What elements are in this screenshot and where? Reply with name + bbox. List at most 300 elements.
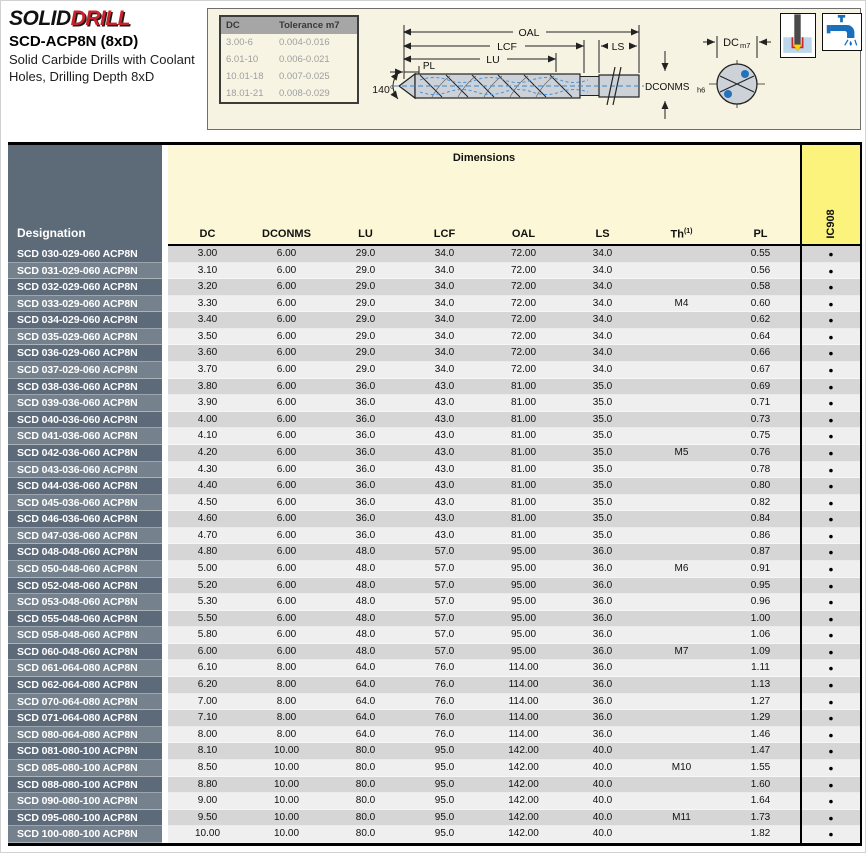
value-cell-dc: 7.10 [168, 710, 247, 727]
value-cell-dconms: 6.00 [247, 544, 326, 561]
value-cell-dc: 5.50 [168, 611, 247, 628]
tolerance-row [221, 85, 357, 102]
value-cell-lu: 36.0 [326, 395, 405, 412]
designation-cell: SCD 037-029-060 ACP8N [8, 362, 162, 379]
value-cell-lcf: 95.0 [405, 826, 484, 843]
value-cell-lu: 48.0 [326, 594, 405, 611]
value-cell-dc: 7.00 [168, 694, 247, 711]
table-row [8, 627, 862, 644]
value-cell-pl: 1.47 [721, 743, 800, 760]
value-cell-pl: 0.82 [721, 495, 800, 512]
designation-cell: SCD 095-080-100 ACP8N [8, 810, 162, 827]
value-cell-pl: 1.29 [721, 710, 800, 727]
value-cell-ls: 36.0 [563, 694, 642, 711]
value-cell-th [642, 263, 721, 280]
grade-dot-cell: ● [800, 296, 862, 313]
value-cell-ls: 36.0 [563, 644, 642, 661]
value-cell-oal: 142.00 [484, 743, 563, 760]
label-dconms: DCONMS [645, 82, 690, 93]
designation-cell: SCD 039-036-060 ACP8N [8, 395, 162, 412]
tolerance-cell: 0.008-0.029 [279, 88, 330, 99]
value-cell-lu: 64.0 [326, 694, 405, 711]
value-cell-lcf: 95.0 [405, 777, 484, 794]
value-cell-lu: 36.0 [326, 495, 405, 512]
value-cell-lu: 48.0 [326, 644, 405, 661]
value-cell-pl: 1.09 [721, 644, 800, 661]
value-cell-oal: 114.00 [484, 727, 563, 744]
subtitle-line1: Solid Carbide Drills with Coolant [9, 52, 195, 67]
value-cell-lu: 36.0 [326, 528, 405, 545]
grade-dot-cell: ● [800, 710, 862, 727]
value-cell-oal: 81.00 [484, 428, 563, 445]
value-cell-oal: 81.00 [484, 528, 563, 545]
table-row [8, 826, 862, 843]
subtitle-line2: Holes, Drilling Depth 8xD [9, 69, 155, 85]
value-cell-pl: 1.82 [721, 826, 800, 843]
value-cell-th: M10 [642, 760, 721, 777]
value-cell-dconms: 6.00 [247, 594, 326, 611]
value-cell-th [642, 462, 721, 479]
tolerance-table-body [221, 34, 357, 102]
value-cell-th [642, 743, 721, 760]
value-cell-pl: 0.69 [721, 379, 800, 396]
value-cell-dc: 3.50 [168, 329, 247, 346]
value-cell-pl: 1.00 [721, 611, 800, 628]
grade-dot-cell: ● [800, 395, 862, 412]
value-cell-dconms: 6.00 [247, 578, 326, 595]
value-cell-th [642, 677, 721, 694]
value-cell-dc: 4.10 [168, 428, 247, 445]
column-header-oal: OAL [511, 228, 536, 241]
grade-dot-cell: ● [800, 428, 862, 445]
designation-cell: SCD 058-048-060 ACP8N [8, 627, 162, 644]
value-cell-lcf: 34.0 [405, 345, 484, 362]
value-cell-lu: 29.0 [326, 296, 405, 313]
value-cell-th: M6 [642, 561, 721, 578]
page-title: SCD-ACP8N (8xD) [9, 33, 139, 50]
value-cell-oal: 81.00 [484, 478, 563, 495]
value-cell-lcf: 95.0 [405, 760, 484, 777]
label-lcf: LCF [497, 41, 517, 53]
value-cell-dc: 3.70 [168, 362, 247, 379]
value-cell-dconms: 6.00 [247, 511, 326, 528]
value-cell-th [642, 594, 721, 611]
value-cell-lu: 29.0 [326, 246, 405, 263]
value-cell-dc: 4.60 [168, 511, 247, 528]
value-cell-oal: 142.00 [484, 810, 563, 827]
value-cell-ls: 36.0 [563, 710, 642, 727]
value-cell-dconms: 6.00 [247, 611, 326, 628]
value-cell-dconms: 6.00 [247, 462, 326, 479]
table-row [8, 263, 862, 280]
value-cell-oal: 81.00 [484, 412, 563, 429]
value-cell-lu: 36.0 [326, 412, 405, 429]
designation-cell: SCD 100-080-100 ACP8N [8, 826, 162, 843]
value-cell-lcf: 43.0 [405, 495, 484, 512]
designation-cell: SCD 048-048-060 ACP8N [8, 544, 162, 561]
grade-dot-cell: ● [800, 511, 862, 528]
value-cell-pl: 1.55 [721, 760, 800, 777]
value-cell-oal: 114.00 [484, 660, 563, 677]
value-cell-pl: 0.84 [721, 511, 800, 528]
value-cell-lu: 64.0 [326, 710, 405, 727]
value-cell-oal: 72.00 [484, 312, 563, 329]
table-row [8, 660, 862, 677]
label-dc-sub: m7 [740, 41, 751, 50]
coolant-hole-1 [741, 70, 749, 78]
value-cell-dconms: 6.00 [247, 329, 326, 346]
table-row [8, 760, 862, 777]
grade-dot-cell: ● [800, 561, 862, 578]
value-cell-oal: 72.00 [484, 263, 563, 280]
value-cell-lcf: 43.0 [405, 379, 484, 396]
table-row [8, 694, 862, 711]
value-cell-oal: 72.00 [484, 279, 563, 296]
value-cell-ls: 36.0 [563, 627, 642, 644]
value-cell-dc: 3.60 [168, 345, 247, 362]
value-cell-dconms: 6.00 [247, 263, 326, 280]
value-cell-lcf: 43.0 [405, 478, 484, 495]
coolant-icon [822, 13, 862, 51]
grade-dot-cell: ● [800, 793, 862, 810]
table-row [8, 677, 862, 694]
value-cell-dc: 4.80 [168, 544, 247, 561]
value-cell-dc: 4.30 [168, 462, 247, 479]
value-cell-pl: 0.56 [721, 263, 800, 280]
value-cell-ls: 35.0 [563, 528, 642, 545]
designation-cell: SCD 052-048-060 ACP8N [8, 578, 162, 595]
value-cell-pl: 0.95 [721, 578, 800, 595]
designation-cell: SCD 043-036-060 ACP8N [8, 462, 162, 479]
value-cell-dc: 6.20 [168, 677, 247, 694]
table-row [8, 777, 862, 794]
designation-cell: SCD 032-029-060 ACP8N [8, 279, 162, 296]
value-cell-th [642, 246, 721, 263]
value-cell-ls: 35.0 [563, 412, 642, 429]
value-cell-lu: 29.0 [326, 279, 405, 296]
value-cell-lcf: 43.0 [405, 412, 484, 429]
grade-dot-cell: ● [800, 826, 862, 843]
grade-dot-cell: ● [800, 312, 862, 329]
designation-cell: SCD 080-064-080 ACP8N [8, 727, 162, 744]
grade-dot-cell: ● [800, 727, 862, 744]
value-cell-pl: 0.64 [721, 329, 800, 346]
value-cell-ls: 40.0 [563, 826, 642, 843]
grade-dot-cell: ● [800, 760, 862, 777]
value-cell-oal: 72.00 [484, 246, 563, 263]
table-row [8, 495, 862, 512]
value-cell-th [642, 495, 721, 512]
value-cell-th [642, 777, 721, 794]
designation-cell: SCD 040-036-060 ACP8N [8, 412, 162, 429]
table-row [8, 478, 862, 495]
dimensions-group-header [168, 145, 800, 246]
value-cell-dconms: 10.00 [247, 793, 326, 810]
value-cell-lcf: 43.0 [405, 395, 484, 412]
value-cell-oal: 95.00 [484, 627, 563, 644]
value-cell-th: M11 [642, 810, 721, 827]
value-cell-th [642, 660, 721, 677]
value-cell-oal: 95.00 [484, 578, 563, 595]
table-row [8, 727, 862, 744]
value-cell-pl: 1.13 [721, 677, 800, 694]
value-cell-ls: 34.0 [563, 263, 642, 280]
value-cell-ls: 36.0 [563, 677, 642, 694]
value-cell-ls: 34.0 [563, 296, 642, 313]
drill-end-view [709, 60, 765, 108]
value-cell-dconms: 6.00 [247, 428, 326, 445]
label-ls: LS [611, 41, 625, 53]
value-cell-th: M7 [642, 644, 721, 661]
value-cell-ls: 34.0 [563, 362, 642, 379]
tolerance-cell: 10.01-18 [226, 71, 264, 82]
table-row [8, 412, 862, 429]
table-row [8, 445, 862, 462]
value-cell-lcf: 34.0 [405, 263, 484, 280]
value-cell-pl: 0.58 [721, 279, 800, 296]
value-cell-lcf: 57.0 [405, 644, 484, 661]
value-cell-oal: 142.00 [484, 793, 563, 810]
designation-column-header: Designation [8, 145, 162, 246]
value-cell-lcf: 76.0 [405, 694, 484, 711]
value-cell-lu: 80.0 [326, 810, 405, 827]
value-cell-lu: 64.0 [326, 727, 405, 744]
value-cell-oal: 72.00 [484, 362, 563, 379]
value-cell-th [642, 544, 721, 561]
value-cell-lu: 80.0 [326, 743, 405, 760]
tolerance-row [221, 68, 357, 85]
value-cell-ls: 35.0 [563, 511, 642, 528]
value-cell-ls: 40.0 [563, 810, 642, 827]
designation-cell: SCD 046-036-060 ACP8N [8, 511, 162, 528]
grade-dot-cell: ● [800, 412, 862, 429]
value-cell-lu: 36.0 [326, 445, 405, 462]
value-cell-dconms: 8.00 [247, 677, 326, 694]
value-cell-ls: 35.0 [563, 395, 642, 412]
value-cell-th [642, 478, 721, 495]
coolant-hole-2 [724, 90, 732, 98]
value-cell-ls: 34.0 [563, 312, 642, 329]
value-cell-ls: 35.0 [563, 478, 642, 495]
value-cell-th [642, 412, 721, 429]
value-cell-dc: 4.00 [168, 412, 247, 429]
value-cell-lcf: 34.0 [405, 246, 484, 263]
value-cell-oal: 95.00 [484, 594, 563, 611]
value-cell-ls: 36.0 [563, 544, 642, 561]
value-cell-ls: 40.0 [563, 760, 642, 777]
value-cell-oal: 95.00 [484, 561, 563, 578]
value-cell-dc: 4.40 [168, 478, 247, 495]
tolerance-table-header [221, 17, 357, 34]
value-cell-oal: 72.00 [484, 296, 563, 313]
value-cell-pl: 0.80 [721, 478, 800, 495]
designation-cell: SCD 036-029-060 ACP8N [8, 345, 162, 362]
grade-dot-cell: ● [800, 345, 862, 362]
value-cell-dc: 3.40 [168, 312, 247, 329]
value-cell-dconms: 6.00 [247, 246, 326, 263]
designation-cell: SCD 041-036-060 ACP8N [8, 428, 162, 445]
value-cell-lu: 29.0 [326, 329, 405, 346]
column-header-ls: LS [595, 228, 610, 241]
value-cell-lu: 48.0 [326, 611, 405, 628]
value-cell-ls: 36.0 [563, 578, 642, 595]
value-cell-dc: 9.50 [168, 810, 247, 827]
value-cell-dconms: 6.00 [247, 362, 326, 379]
value-cell-ls: 35.0 [563, 445, 642, 462]
value-cell-ls: 40.0 [563, 793, 642, 810]
value-cell-lcf: 57.0 [405, 594, 484, 611]
value-cell-dc: 8.00 [168, 727, 247, 744]
value-cell-th [642, 395, 721, 412]
value-cell-th [642, 345, 721, 362]
value-cell-ls: 36.0 [563, 660, 642, 677]
value-cell-dconms: 6.00 [247, 395, 326, 412]
tolerance-cell: 6.01-10 [226, 54, 259, 65]
value-cell-pl: 1.46 [721, 727, 800, 744]
designation-cell: SCD 030-029-060 ACP8N [8, 246, 162, 263]
value-cell-lu: 80.0 [326, 777, 405, 794]
tolerance-header-dc: DC [226, 20, 240, 31]
value-cell-pl: 0.66 [721, 345, 800, 362]
value-cell-lcf: 57.0 [405, 544, 484, 561]
value-cell-dconms: 10.00 [247, 743, 326, 760]
value-cell-lcf: 57.0 [405, 561, 484, 578]
dimensions-title: Dimensions [452, 152, 516, 164]
value-cell-lcf: 34.0 [405, 362, 484, 379]
label-pl: PL [422, 61, 436, 72]
value-cell-lu: 80.0 [326, 760, 405, 777]
label-lu: LU [486, 54, 500, 66]
value-cell-dc: 4.50 [168, 495, 247, 512]
value-cell-th [642, 511, 721, 528]
value-cell-lu: 80.0 [326, 793, 405, 810]
column-header-th: Th$^{(1)}$ [670, 228, 693, 241]
value-cell-oal: 114.00 [484, 710, 563, 727]
value-cell-dconms: 6.00 [247, 644, 326, 661]
value-cell-th [642, 611, 721, 628]
value-cell-ls: 36.0 [563, 611, 642, 628]
value-cell-dc: 3.80 [168, 379, 247, 396]
grade-dot-cell: ● [800, 594, 862, 611]
value-cell-lu: 48.0 [326, 561, 405, 578]
table-row [8, 279, 862, 296]
value-cell-lcf: 95.0 [405, 743, 484, 760]
value-cell-lu: 80.0 [326, 826, 405, 843]
grade-header-label: IC908 [825, 209, 837, 239]
value-cell-pl: 0.96 [721, 594, 800, 611]
value-cell-oal: 81.00 [484, 379, 563, 396]
grade-dot-cell: ● [800, 544, 862, 561]
value-cell-ls: 35.0 [563, 379, 642, 396]
designation-cell: SCD 042-036-060 ACP8N [8, 445, 162, 462]
grade-dot-cell: ● [800, 462, 862, 479]
value-cell-dconms: 6.00 [247, 495, 326, 512]
tolerance-cell: 0.006-0.021 [279, 54, 330, 65]
value-cell-lcf: 34.0 [405, 279, 484, 296]
drill-side-view [394, 67, 644, 105]
value-cell-oal: 81.00 [484, 511, 563, 528]
designation-cell: SCD 062-064-080 ACP8N [8, 677, 162, 694]
value-cell-ls: 36.0 [563, 561, 642, 578]
value-cell-oal: 81.00 [484, 462, 563, 479]
value-cell-ls: 35.0 [563, 462, 642, 479]
value-cell-pl: 0.73 [721, 412, 800, 429]
value-cell-lu: 36.0 [326, 428, 405, 445]
grade-column-header [800, 145, 862, 246]
value-cell-pl: 0.87 [721, 544, 800, 561]
value-cell-dconms: 6.00 [247, 296, 326, 313]
value-cell-pl: 0.78 [721, 462, 800, 479]
value-cell-lu: 36.0 [326, 379, 405, 396]
value-cell-pl: 1.27 [721, 694, 800, 711]
value-cell-dc: 10.00 [168, 826, 247, 843]
value-cell-ls: 34.0 [563, 279, 642, 296]
value-cell-dconms: 10.00 [247, 810, 326, 827]
value-cell-dconms: 6.00 [247, 312, 326, 329]
value-cell-dc: 5.80 [168, 627, 247, 644]
value-cell-lcf: 57.0 [405, 611, 484, 628]
value-cell-pl: 1.73 [721, 810, 800, 827]
value-cell-dconms: 6.00 [247, 345, 326, 362]
grade-dot-cell: ● [800, 677, 862, 694]
value-cell-dconms: 6.00 [247, 279, 326, 296]
value-cell-lcf: 43.0 [405, 428, 484, 445]
value-cell-th [642, 312, 721, 329]
value-cell-dc: 3.90 [168, 395, 247, 412]
value-cell-oal: 142.00 [484, 826, 563, 843]
value-cell-th [642, 826, 721, 843]
table-row [8, 561, 862, 578]
value-cell-lcf: 76.0 [405, 727, 484, 744]
column-header-dc: DC [199, 228, 216, 241]
table-row [8, 395, 862, 412]
value-cell-th [642, 329, 721, 346]
grade-dot-cell: ● [800, 777, 862, 794]
value-cell-dc: 3.10 [168, 263, 247, 280]
table-row [8, 511, 862, 528]
brand-logo-part1: SOLID [9, 7, 71, 30]
value-cell-dc: 6.00 [168, 644, 247, 661]
grade-dot-cell: ● [800, 528, 862, 545]
designation-cell: SCD 060-048-060 ACP8N [8, 644, 162, 661]
column-header-lu: LU [358, 228, 373, 241]
label-dc: DC [723, 37, 739, 49]
value-cell-lcf: 57.0 [405, 627, 484, 644]
table-row [8, 544, 862, 561]
value-cell-pl: 1.06 [721, 627, 800, 644]
label-oal: OAL [518, 27, 540, 39]
designation-cell: SCD 088-080-100 ACP8N [8, 777, 162, 794]
value-cell-ls: 40.0 [563, 743, 642, 760]
value-cell-pl: 0.76 [721, 445, 800, 462]
value-cell-lcf: 95.0 [405, 793, 484, 810]
table-row [8, 611, 862, 628]
value-cell-lu: 29.0 [326, 362, 405, 379]
value-cell-dconms: 6.00 [247, 561, 326, 578]
table-row [8, 528, 862, 545]
column-header-lcf: LCF [433, 228, 456, 241]
value-cell-dconms: 10.00 [247, 777, 326, 794]
value-cell-ls: 35.0 [563, 428, 642, 445]
value-cell-dc: 8.50 [168, 760, 247, 777]
value-cell-lcf: 43.0 [405, 511, 484, 528]
table-row [8, 578, 862, 595]
column-headers [168, 228, 800, 244]
value-cell-ls: 35.0 [563, 495, 642, 512]
value-cell-lcf: 34.0 [405, 312, 484, 329]
value-cell-dc: 5.30 [168, 594, 247, 611]
value-cell-dconms: 6.00 [247, 627, 326, 644]
